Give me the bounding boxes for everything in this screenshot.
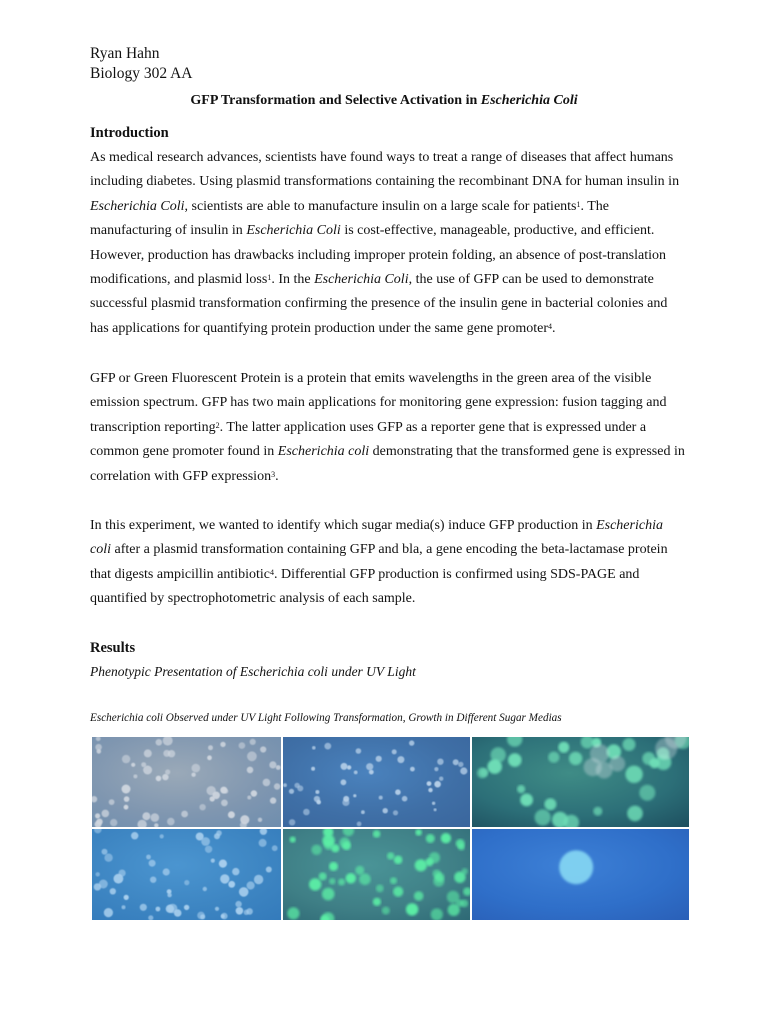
bacterial-colony xyxy=(314,796,320,802)
text-run: . xyxy=(275,468,279,484)
plate-photo-art xyxy=(472,829,689,920)
bacterial-colony xyxy=(211,859,215,863)
bacterial-colony xyxy=(247,881,255,889)
bacterial-colony xyxy=(458,762,463,767)
bacterial-colony xyxy=(199,804,205,810)
bacterial-colony xyxy=(274,783,280,789)
citation-ref: 3 xyxy=(271,469,276,479)
bacterial-colony xyxy=(387,852,394,859)
intro-paragraph-2 xyxy=(90,367,690,489)
bacterial-colony xyxy=(487,759,502,774)
bacterial-colony xyxy=(353,794,356,797)
organism-name: Escherichia Coli xyxy=(314,271,409,287)
bacterial-colony xyxy=(309,878,321,890)
bacterial-colony xyxy=(220,742,225,747)
bacterial-colony xyxy=(346,873,356,883)
bacterial-colony xyxy=(287,907,299,919)
bacterial-colony xyxy=(215,907,219,911)
text-line: emission spectrum. GFP has two main applications for monitoring gene expression: fusion tagging and xyxy=(90,395,667,411)
bacterial-colony xyxy=(520,794,533,807)
text-line: GFP or Green Fluorescent Protein is a protein that emits wavelengths in the green area of the visible xyxy=(90,371,652,386)
plate-photo-art xyxy=(283,737,470,827)
bacterial-colony xyxy=(435,872,445,882)
plate-image-3 xyxy=(472,737,689,827)
bacterial-colony xyxy=(373,898,381,906)
bacterial-colony xyxy=(220,874,229,883)
bacterial-colony xyxy=(425,858,433,866)
bacterial-colony xyxy=(146,855,151,860)
bacterial-colony xyxy=(97,749,102,754)
bacterial-colony xyxy=(283,783,287,787)
bacterial-colony xyxy=(192,764,201,773)
bacterial-colony xyxy=(258,818,262,822)
bacterial-colony xyxy=(376,885,384,893)
bacterial-colony xyxy=(221,800,228,807)
bacterial-colony xyxy=(200,914,205,919)
bacterial-colony xyxy=(460,767,467,774)
author-name: Ryan Hahn xyxy=(90,45,160,62)
intro-paragraph-3 xyxy=(90,514,690,612)
bacterial-colony xyxy=(338,879,345,886)
bacterial-colony xyxy=(415,829,422,836)
bacterial-colony xyxy=(133,774,137,778)
bacterial-colony xyxy=(289,789,294,794)
citation-ref: 2 xyxy=(215,420,220,430)
bacterial-colony xyxy=(150,877,156,883)
plate-image-1 xyxy=(92,737,281,827)
text-run: . The latter application uses GFP as a reporter gene that is expressed under a xyxy=(219,419,647,435)
course-name: Biology 302 AA xyxy=(90,65,193,82)
bacterial-colony xyxy=(390,877,397,884)
bacterial-colony xyxy=(639,785,655,801)
bacterial-colony xyxy=(119,870,126,877)
text-run: correlation with GFP expression xyxy=(90,468,272,484)
bacterial-colony xyxy=(361,810,365,814)
results-subheading: Phenotypic Presentation of Escherichia coli under UV Light xyxy=(90,664,416,679)
bacterial-colony xyxy=(246,908,253,915)
bacterial-colony xyxy=(272,845,278,851)
bacterial-colony xyxy=(95,813,100,818)
plate-photo-art xyxy=(92,737,281,827)
bacterial-colony xyxy=(124,895,129,900)
plate-photo-art xyxy=(472,737,689,827)
bacterial-colony xyxy=(270,797,276,803)
bacterial-colony xyxy=(250,739,256,745)
bacterial-colony xyxy=(355,866,364,875)
bacterial-colony xyxy=(410,767,415,772)
bacterial-colony xyxy=(373,830,381,838)
text-run: manufacturing of insulin in xyxy=(90,223,247,239)
bacterial-colony xyxy=(99,880,108,889)
bacterial-colony xyxy=(102,849,108,855)
text-line: quantified by spectrophotometric analysis of each sample. xyxy=(90,591,416,607)
bacterial-colony xyxy=(392,749,397,754)
text-run: , the use of GFP can be used to demonstrate xyxy=(408,271,654,287)
citation-ref: 4 xyxy=(547,321,552,331)
intro-paragraph-1 xyxy=(90,146,690,341)
text-line: However, production has drawbacks including improper protein folding, an absence of post-translation xyxy=(90,247,667,263)
bacterial-colony xyxy=(432,802,435,805)
bacterial-colony xyxy=(593,807,602,816)
bacterial-colony xyxy=(191,773,195,777)
plate-photo-art xyxy=(283,829,470,920)
text-run: , scientists are able to manufacture insulin on a large scale for patients xyxy=(184,198,577,214)
text-run: . Differential GFP production is confirmed using SDS-PAGE and xyxy=(274,566,640,582)
text-run: transcription reporting xyxy=(90,419,216,435)
bacterial-colony xyxy=(232,868,239,875)
bacterial-colony xyxy=(239,742,246,749)
bacterial-colony xyxy=(329,862,338,871)
bacterial-colony xyxy=(395,789,401,795)
text-line xyxy=(90,317,690,341)
bacterial-colony xyxy=(110,888,116,894)
organism-name: Escherichia coli xyxy=(277,444,370,460)
bacterial-colony xyxy=(102,810,110,818)
bacterial-colony xyxy=(140,904,147,911)
bacterial-colony xyxy=(124,805,129,810)
text-run: common gene promoter found in xyxy=(90,444,278,460)
bacterial-colony xyxy=(184,880,189,885)
bacterial-colony xyxy=(263,779,271,787)
organism-name: Escherichia Coli xyxy=(90,198,185,214)
bacterial-colony xyxy=(166,905,174,913)
text-run: . The xyxy=(580,198,610,214)
bacterial-colony xyxy=(142,812,150,820)
citation-ref: 4 xyxy=(270,567,275,577)
bacterial-colony xyxy=(548,752,559,763)
bacterial-colony xyxy=(122,755,130,763)
bacterial-colony xyxy=(376,756,382,762)
bacterial-colony xyxy=(393,810,398,815)
bacterial-colony xyxy=(434,808,437,811)
bacterial-colony xyxy=(156,739,163,746)
bacterial-colony xyxy=(480,769,488,777)
text-line: As medical research advances, scientists have found ways to treat a range of diseases that affect humans xyxy=(90,150,674,165)
bacterial-colony xyxy=(434,767,438,771)
bacterial-colony xyxy=(207,755,212,760)
bacterial-colony xyxy=(260,746,266,752)
bacterial-colony xyxy=(228,811,235,818)
uv-plate-figure xyxy=(92,737,689,920)
bacterial-colony xyxy=(312,746,316,750)
bacterial-colony xyxy=(341,779,347,785)
title-prefix: GFP Transformation and Selective Activation in xyxy=(190,93,481,108)
bacterial-colony xyxy=(160,834,164,838)
bacterial-colony xyxy=(212,792,220,800)
bacterial-colony xyxy=(394,856,403,865)
bacterial-colony xyxy=(239,887,249,897)
bacterial-colony xyxy=(196,833,204,841)
text-line xyxy=(90,268,690,292)
bacterial-colony xyxy=(311,845,321,855)
title-organism: Escherichia Coli xyxy=(480,93,578,108)
bacterial-colony xyxy=(297,785,303,791)
bacterial-colony xyxy=(462,868,468,874)
text-line: including diabetes. Using plasmid transformations containing the recombinant DNA for human insulin in xyxy=(90,174,680,190)
bacterial-colony xyxy=(219,860,227,868)
bacterial-colony xyxy=(110,819,117,826)
bacterial-colony xyxy=(428,788,432,792)
bacterial-colony xyxy=(397,756,404,763)
bacterial-colony xyxy=(558,742,569,753)
bacterial-colony xyxy=(324,840,334,850)
text-line: successful plasmid transformation confirming the presence of the insulin gene in bacterial colonies and xyxy=(90,296,668,312)
bacterial-colony xyxy=(165,769,170,774)
bacterial-colony xyxy=(122,785,131,794)
paper-title xyxy=(0,93,768,109)
bacterial-colony xyxy=(290,837,296,843)
text-run: . In the xyxy=(271,271,315,287)
text-run: modifications, and plasmid loss xyxy=(90,271,268,287)
bacterial-colony xyxy=(379,796,383,800)
text-run: . xyxy=(551,320,556,336)
bacterial-colony xyxy=(311,767,315,771)
bacterial-colony xyxy=(341,763,348,770)
bacterial-colony xyxy=(359,873,371,885)
bacterial-colony xyxy=(149,860,156,867)
bacterial-colony xyxy=(453,759,459,765)
bacterial-colony xyxy=(414,891,424,901)
bacterial-colony xyxy=(151,813,160,822)
bacterial-colony xyxy=(269,761,276,768)
bacterial-colony xyxy=(276,765,281,770)
bacterial-colony xyxy=(228,881,235,888)
bacterial-colony xyxy=(402,796,408,802)
bacterial-colony xyxy=(236,907,244,915)
bacterial-colony xyxy=(203,887,207,891)
text-run: after a plasmid transformation containing GFP and bla, a gene encoding the beta-lactamase protein xyxy=(111,542,668,558)
bacterial-colony xyxy=(382,907,390,915)
bacterial-colony xyxy=(162,774,168,780)
text-run: is cost-effective, manageable, productive, and efficient. xyxy=(340,223,655,239)
bacterial-colony xyxy=(434,781,441,788)
bacterial-colony xyxy=(220,787,227,794)
bacterial-colony xyxy=(437,759,443,765)
bacterial-colony xyxy=(104,854,112,862)
bacterial-colony xyxy=(143,766,152,775)
text-line xyxy=(90,514,690,538)
bacterial-colony xyxy=(393,887,403,897)
bacterial-colony xyxy=(303,809,310,816)
bacterial-colony xyxy=(347,765,351,769)
bacterial-colony xyxy=(104,908,113,917)
bacterial-colony xyxy=(357,822,362,827)
text-line xyxy=(90,416,690,440)
organism-name: Escherichia xyxy=(596,518,663,533)
plate-image-4 xyxy=(92,829,281,920)
bacterial-colony xyxy=(247,767,254,774)
text-line xyxy=(90,538,690,562)
bacterial-colony xyxy=(174,909,182,917)
bacterial-colony xyxy=(383,808,388,813)
bacterial-colony xyxy=(426,834,435,843)
bacterial-colony xyxy=(356,748,362,754)
bacterial-colony xyxy=(247,796,251,800)
bacterial-colony xyxy=(221,913,228,920)
bacterial-colony xyxy=(208,745,213,750)
text-line xyxy=(90,465,690,489)
bacterial-colony xyxy=(354,771,358,775)
plate-image-6 xyxy=(472,829,689,920)
bacterial-colony xyxy=(315,790,319,794)
bacterial-colony xyxy=(342,799,349,806)
bacterial-colony xyxy=(366,763,373,770)
bacterial-colony xyxy=(214,833,220,839)
bacterial-colony xyxy=(247,751,257,761)
figure-caption: Escherichia coli Observed under UV Light Following Transformation, Growth in Different Sugar Medias xyxy=(90,712,562,724)
bacterial-colony xyxy=(369,770,374,775)
bacterial-colony xyxy=(569,752,582,765)
bacterial-colony xyxy=(623,738,636,751)
bacterial-colony xyxy=(441,833,451,843)
bacterial-colony xyxy=(235,901,241,907)
bacterial-colony xyxy=(319,872,327,880)
bacterial-colony xyxy=(448,904,460,916)
plate-image-2 xyxy=(283,737,470,827)
plate-photo-art xyxy=(92,829,281,920)
author-block xyxy=(90,44,192,84)
bacterial-colony xyxy=(460,900,468,908)
bacterial-colony xyxy=(559,850,593,884)
bacterial-colony xyxy=(251,790,257,796)
text-line xyxy=(90,440,690,464)
bacterial-colony xyxy=(124,796,130,802)
bacterial-colony xyxy=(156,907,161,912)
bacterial-colony xyxy=(627,806,643,822)
text-line xyxy=(90,563,690,587)
bacterial-colony xyxy=(156,776,162,782)
bacterial-colony xyxy=(266,867,272,873)
bacterial-colony xyxy=(535,809,551,825)
bacterial-colony xyxy=(544,798,556,810)
text-line xyxy=(90,219,690,243)
bacterial-colony xyxy=(508,753,522,767)
bacterial-colony xyxy=(406,903,418,915)
bacterial-colony xyxy=(439,777,443,781)
citation-ref: 1 xyxy=(267,272,272,282)
bacterial-colony xyxy=(456,839,465,848)
text-run: demonstrating that the transformed gene is expressed in xyxy=(369,444,685,460)
organism-name: Escherichia Coli xyxy=(246,223,341,239)
bacterial-colony xyxy=(122,905,126,909)
bacterial-colony xyxy=(167,818,175,826)
bacterial-colony xyxy=(517,785,525,793)
bacterial-colony xyxy=(322,888,335,901)
bacterial-colony xyxy=(427,781,432,786)
bacterial-colony xyxy=(109,799,115,805)
bacterial-colony xyxy=(409,740,414,745)
bacterial-colony xyxy=(205,846,212,853)
bacterial-colony xyxy=(131,832,138,839)
bacterial-colony xyxy=(163,868,170,875)
reflection-spot xyxy=(596,762,613,779)
bacterial-colony xyxy=(96,872,100,876)
bacterial-colony xyxy=(181,811,188,818)
bacterial-colony xyxy=(329,878,335,884)
citation-ref: 1 xyxy=(576,199,581,209)
bacterial-colony xyxy=(415,859,427,871)
bacterial-colony xyxy=(625,766,642,783)
bacterial-colony xyxy=(184,905,189,910)
plate-background xyxy=(283,737,470,827)
plate-image-5 xyxy=(283,829,470,920)
bacterial-colony xyxy=(259,839,267,847)
bacterial-colony xyxy=(131,763,135,767)
bacterial-colony xyxy=(144,749,152,757)
text-run: has applications for quantifying protein production under the same gene promoter xyxy=(90,320,548,336)
bacterial-colony xyxy=(324,743,331,750)
results-heading: Results xyxy=(90,640,136,656)
text-run: that digests ampicillin antibiotic xyxy=(90,566,271,582)
bacterial-colony xyxy=(168,750,175,757)
text-line xyxy=(90,195,690,219)
bacterial-colony xyxy=(289,819,295,825)
organism-name: coli xyxy=(90,542,111,558)
bacterial-colony xyxy=(167,893,171,897)
text-run: In this experiment, we wanted to identify which sugar media(s) induce GFP production in xyxy=(90,518,597,533)
bacterial-colony xyxy=(340,837,351,848)
bacterial-colony xyxy=(254,875,263,884)
introduction-heading: Introduction xyxy=(90,125,169,141)
